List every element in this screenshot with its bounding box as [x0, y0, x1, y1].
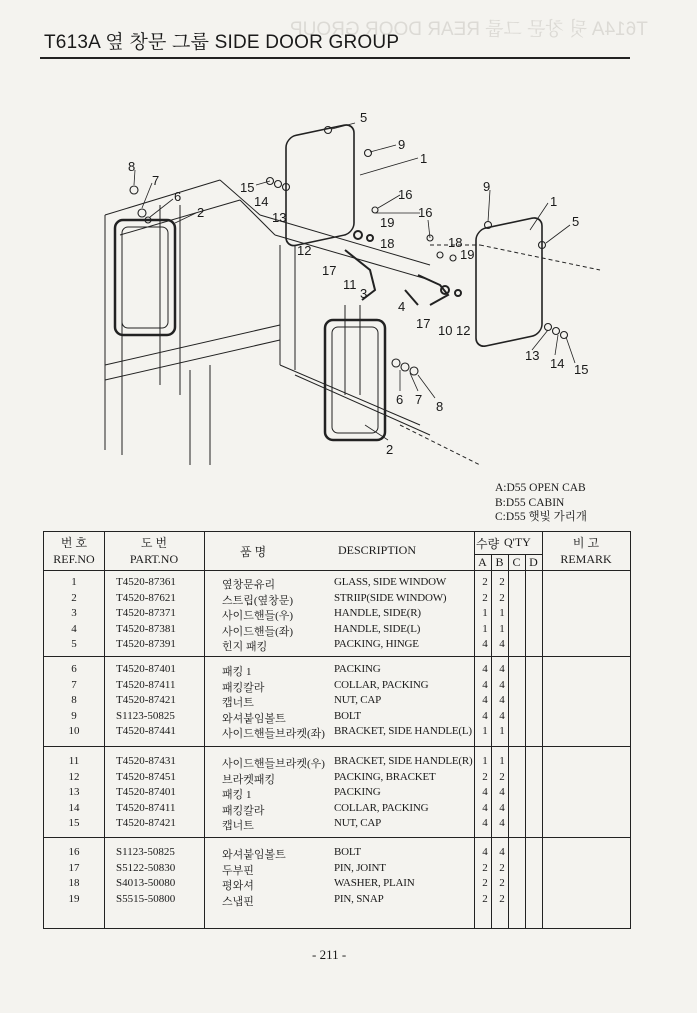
- header-remark-kr: 비 고: [572, 536, 600, 550]
- part-no-cell: T4520-87421: [116, 694, 176, 707]
- description-cell: BRACKET, SIDE HANDLE(L): [334, 725, 472, 738]
- part-no-cell: S1123-50825: [116, 709, 175, 722]
- callout-1: 1: [420, 151, 428, 166]
- callout-14: 14: [254, 194, 269, 209]
- strip-left: [115, 220, 175, 335]
- qty-b-cell: 4: [499, 694, 505, 707]
- strip-lower: [325, 320, 385, 440]
- callout-5: 5: [360, 110, 368, 125]
- name-kr-cell: 스트립(옆창문): [222, 594, 294, 607]
- description-cell: NUT, CAP: [334, 817, 382, 830]
- table-row: [44, 623, 630, 639]
- qty-a-cell: 4: [482, 663, 488, 675]
- qty-b-cell: 1: [499, 607, 505, 620]
- table-row: [44, 877, 630, 893]
- description-cell: GLASS, SIDE WINDOW: [334, 576, 446, 588]
- header-name-kr: 품 명: [240, 545, 267, 559]
- part-no-cell: T4520-87441: [116, 725, 176, 738]
- part-no-cell: S1123-50825: [116, 846, 175, 858]
- name-kr-cell: 평와셔: [222, 880, 254, 893]
- callout-2b: 2: [386, 442, 394, 457]
- description-cell: PIN, JOINT: [334, 861, 386, 874]
- part-no-cell: T4520-87391: [116, 638, 176, 651]
- callout-8b: 8: [436, 399, 444, 414]
- part-no-cell: T4520-87431: [116, 755, 176, 767]
- qty-b-cell: 4: [499, 846, 505, 858]
- name-kr-cell: 와셔붙임볼트: [222, 849, 286, 861]
- header-col-c: C: [512, 555, 521, 569]
- callout-6: 6: [174, 189, 182, 204]
- parts-table: [43, 531, 631, 929]
- name-kr-cell: 사이드핸들브라켓(좌): [222, 728, 325, 741]
- ref-cell: 8: [71, 694, 77, 707]
- table-row: [44, 679, 630, 695]
- description-cell: HANDLE, SIDE(R): [334, 607, 421, 620]
- qty-a-cell: 2: [482, 877, 488, 890]
- table-row: [44, 725, 630, 741]
- callout-12b: 12: [456, 323, 471, 338]
- qty-b-cell: 4: [499, 663, 505, 675]
- callout-2: 2: [197, 205, 205, 220]
- header-description: DESCRIPTION: [338, 543, 417, 557]
- bleed-through-title: T614A 뒷 창문 그룹 REAR DOOR GROUP: [290, 19, 648, 40]
- description-cell: PACKING, BRACKET: [334, 770, 436, 783]
- variant-c: C:D55 햇빛 가리개: [495, 511, 587, 523]
- name-kr-cell: 옆창문유리: [222, 579, 276, 591]
- page-number: - 211 -: [312, 947, 347, 962]
- ref-cell: 14: [68, 801, 80, 814]
- table-row: [44, 817, 630, 833]
- header-col-b: B: [495, 555, 504, 569]
- ref-cell: 9: [71, 709, 77, 722]
- name-kr-cell: 브라켓패킹: [222, 773, 276, 786]
- qty-b-cell: 4: [499, 678, 505, 691]
- header-rule: [44, 570, 630, 571]
- qty-a-cell: 1: [482, 607, 488, 620]
- part-no-cell: S5515-50800: [116, 892, 176, 905]
- qty-a-cell: 2: [482, 892, 488, 905]
- qty-a-cell: 4: [482, 817, 488, 830]
- variant-b: B:D55 CABIN: [495, 496, 565, 509]
- title-rule: [40, 57, 630, 59]
- name-kr-cell: 사이드핸들(우): [222, 610, 294, 623]
- qty-b-cell: 2: [499, 591, 505, 604]
- part-no-cell: T4520-87411: [116, 801, 176, 814]
- ref-cell: 2: [71, 591, 77, 604]
- callout-12: 12: [297, 243, 312, 258]
- ref-cell: 11: [68, 755, 80, 767]
- description-cell: NUT, CAP: [334, 694, 382, 707]
- description-cell: PIN, SNAP: [334, 892, 384, 905]
- qty-b-cell: 2: [499, 576, 505, 588]
- callout-5b: 5: [572, 214, 580, 229]
- qty-b-cell: 4: [499, 709, 505, 722]
- table-row: [44, 592, 630, 608]
- callout-7: 7: [152, 173, 160, 188]
- qty-a-cell: 2: [482, 576, 488, 588]
- qty-b-cell: 2: [499, 861, 505, 874]
- header-ref-en: REF.NO: [53, 552, 95, 566]
- callout-1b: 1: [550, 194, 558, 209]
- callout-16b: 16: [418, 205, 433, 220]
- table-row: [44, 694, 630, 710]
- qty-a-cell: 4: [482, 709, 488, 722]
- qty-b-cell: 1: [499, 725, 505, 738]
- qty-b-cell: 1: [499, 755, 505, 767]
- variant-a: A:D55 OPEN CAB: [495, 482, 586, 494]
- callout-19b: 19: [460, 247, 475, 262]
- qty-b-cell: 1: [499, 622, 505, 635]
- part-no-cell: T4520-87411: [116, 678, 176, 691]
- part-no-cell: S4013-50080: [116, 877, 176, 890]
- callout-16: 16: [398, 187, 413, 202]
- qty-b-cell: 2: [499, 877, 505, 890]
- description-cell: WASHER, PLAIN: [334, 877, 415, 890]
- ref-cell: 5: [71, 638, 77, 651]
- header-remark-en: REMARK: [560, 552, 612, 566]
- header-ref-kr: 번 호: [60, 536, 88, 550]
- part-no-cell: T4520-87371: [116, 607, 176, 620]
- group-rule: [44, 837, 630, 838]
- header-col-d: D: [529, 555, 538, 569]
- callout-6b: 6: [396, 392, 404, 407]
- qty-a-cell: 4: [482, 638, 488, 651]
- name-kr-cell: 패킹 1: [222, 789, 252, 802]
- table-row: [44, 786, 630, 802]
- ref-cell: 1: [71, 576, 77, 588]
- callout-15: 15: [240, 180, 255, 195]
- hardware: [130, 127, 568, 376]
- variant-legend: [495, 481, 587, 525]
- description-cell: BOLT: [334, 709, 361, 722]
- description-cell: PACKING: [334, 786, 381, 799]
- qty-a-cell: 2: [482, 861, 488, 874]
- name-kr-cell: 사이드핸들(좌): [222, 625, 294, 638]
- name-kr-cell: 힌지 패킹: [222, 641, 268, 654]
- header-part-en: PART.NO: [129, 552, 179, 566]
- qty-a-cell: 1: [482, 622, 488, 635]
- name-kr-cell: 스냅핀: [222, 895, 254, 908]
- callout-11: 11: [343, 277, 357, 292]
- group-rule: [44, 746, 630, 747]
- table-row: [44, 893, 630, 909]
- description-cell: STRIIP(SIDE WINDOW): [334, 591, 447, 604]
- part-no-cell: T4520-87401: [116, 663, 176, 675]
- callout-17: 17: [322, 263, 337, 278]
- ref-cell: 6: [71, 663, 77, 675]
- callout-14b: 14: [550, 356, 565, 371]
- ref-cell: 18: [68, 877, 80, 890]
- qty-a-cell: 2: [482, 591, 488, 604]
- exploded-diagram: [100, 95, 620, 480]
- cab-frame: [105, 180, 600, 465]
- qty-a-cell: 4: [482, 801, 488, 814]
- description-cell: PACKING, HINGE: [334, 638, 419, 651]
- name-kr-cell: 사이드핸들브라켓(우): [222, 758, 325, 770]
- table-row: [44, 862, 630, 878]
- name-kr-cell: 캡너트: [222, 820, 254, 833]
- description-cell: COLLAR, PACKING: [334, 678, 429, 691]
- group-rule: [44, 656, 630, 657]
- table-row: [44, 771, 630, 787]
- part-no-cell: T4520-87451: [116, 770, 176, 783]
- ref-cell: 13: [68, 786, 80, 799]
- ref-cell: 12: [68, 770, 80, 783]
- callout-7b: 7: [415, 392, 423, 407]
- part-no-cell: T4520-87401: [116, 786, 176, 799]
- ref-cell: 15: [68, 817, 80, 830]
- callout-18b: 18: [448, 235, 463, 250]
- name-kr-cell: 패킹 1: [222, 666, 252, 678]
- part-no-cell: S5122-50830: [116, 861, 176, 874]
- part-no-cell: T4520-87361: [116, 576, 176, 588]
- qty-a-cell: 4: [482, 846, 488, 858]
- qty-b-cell: 4: [499, 786, 505, 799]
- ref-cell: 4: [71, 622, 77, 635]
- description-cell: PACKING: [334, 663, 381, 675]
- name-kr-cell: 와셔붙임볼트: [222, 712, 286, 725]
- description-cell: BRACKET, SIDE HANDLE(R): [334, 755, 473, 767]
- part-no-cell: T4520-87381: [116, 622, 176, 635]
- callout-9: 9: [398, 137, 406, 152]
- side-window-right: [476, 216, 542, 348]
- ref-cell: 10: [68, 725, 80, 738]
- callout-3: 3: [360, 286, 368, 301]
- header-qty-en: Q'TY: [504, 535, 531, 549]
- qty-b-cell: 4: [499, 801, 505, 814]
- header-col-a: A: [478, 555, 487, 569]
- table-row: [44, 663, 630, 679]
- ref-cell: 19: [68, 892, 80, 905]
- table-row: [44, 576, 630, 592]
- ref-cell: 7: [71, 678, 77, 691]
- qty-a-cell: 4: [482, 694, 488, 707]
- name-kr-cell: 패킹칼라: [222, 681, 265, 694]
- ref-cell: 17: [68, 861, 80, 874]
- part-no-cell: T4520-87421: [116, 817, 176, 830]
- page-title: T613A 옆 창문 그룹 SIDE DOOR GROUP: [44, 32, 400, 53]
- qty-b-cell: 2: [499, 892, 505, 905]
- description-cell: COLLAR, PACKING: [334, 801, 429, 814]
- side-window-upper: [286, 123, 354, 247]
- table-row: [44, 638, 630, 654]
- part-no-cell: T4520-87621: [116, 591, 176, 604]
- header-part-kr: 도 번: [140, 536, 168, 550]
- description-cell: BOLT: [334, 846, 361, 858]
- table-row: [44, 846, 630, 862]
- table-row: [44, 802, 630, 818]
- ref-cell: 16: [68, 846, 80, 858]
- callout-13: 13: [272, 210, 287, 225]
- qty-b-cell: 4: [499, 638, 505, 651]
- name-kr-cell: 캡너트: [222, 697, 254, 710]
- callout-4: 4: [398, 299, 406, 314]
- table-row: [44, 710, 630, 726]
- callout-10: 10: [438, 323, 453, 338]
- callout-13b: 13: [525, 348, 540, 363]
- qty-a-cell: 2: [482, 770, 488, 783]
- callout-19: 19: [380, 215, 395, 230]
- callout-labels: [128, 110, 588, 457]
- qty-a-cell: 1: [482, 755, 488, 767]
- callout-9b: 9: [483, 179, 491, 194]
- qty-b-cell: 2: [499, 770, 505, 783]
- callout-17b: 17: [416, 316, 431, 331]
- table-row: [44, 607, 630, 623]
- description-cell: HANDLE, SIDE(L): [334, 622, 421, 635]
- callout-18: 18: [380, 236, 395, 251]
- name-kr-cell: 패킹칼라: [222, 804, 265, 817]
- qty-a-cell: 1: [482, 725, 488, 738]
- ref-cell: 3: [71, 607, 77, 620]
- qty-b-cell: 4: [499, 817, 505, 830]
- qty-a-cell: 4: [482, 786, 488, 799]
- table-row: [44, 755, 630, 771]
- callout-15b: 15: [574, 362, 589, 377]
- callout-8: 8: [128, 159, 136, 174]
- name-kr-cell: 두부핀: [222, 864, 254, 877]
- qty-a-cell: 4: [482, 678, 488, 691]
- header-qty-kr: 수량: [476, 537, 500, 551]
